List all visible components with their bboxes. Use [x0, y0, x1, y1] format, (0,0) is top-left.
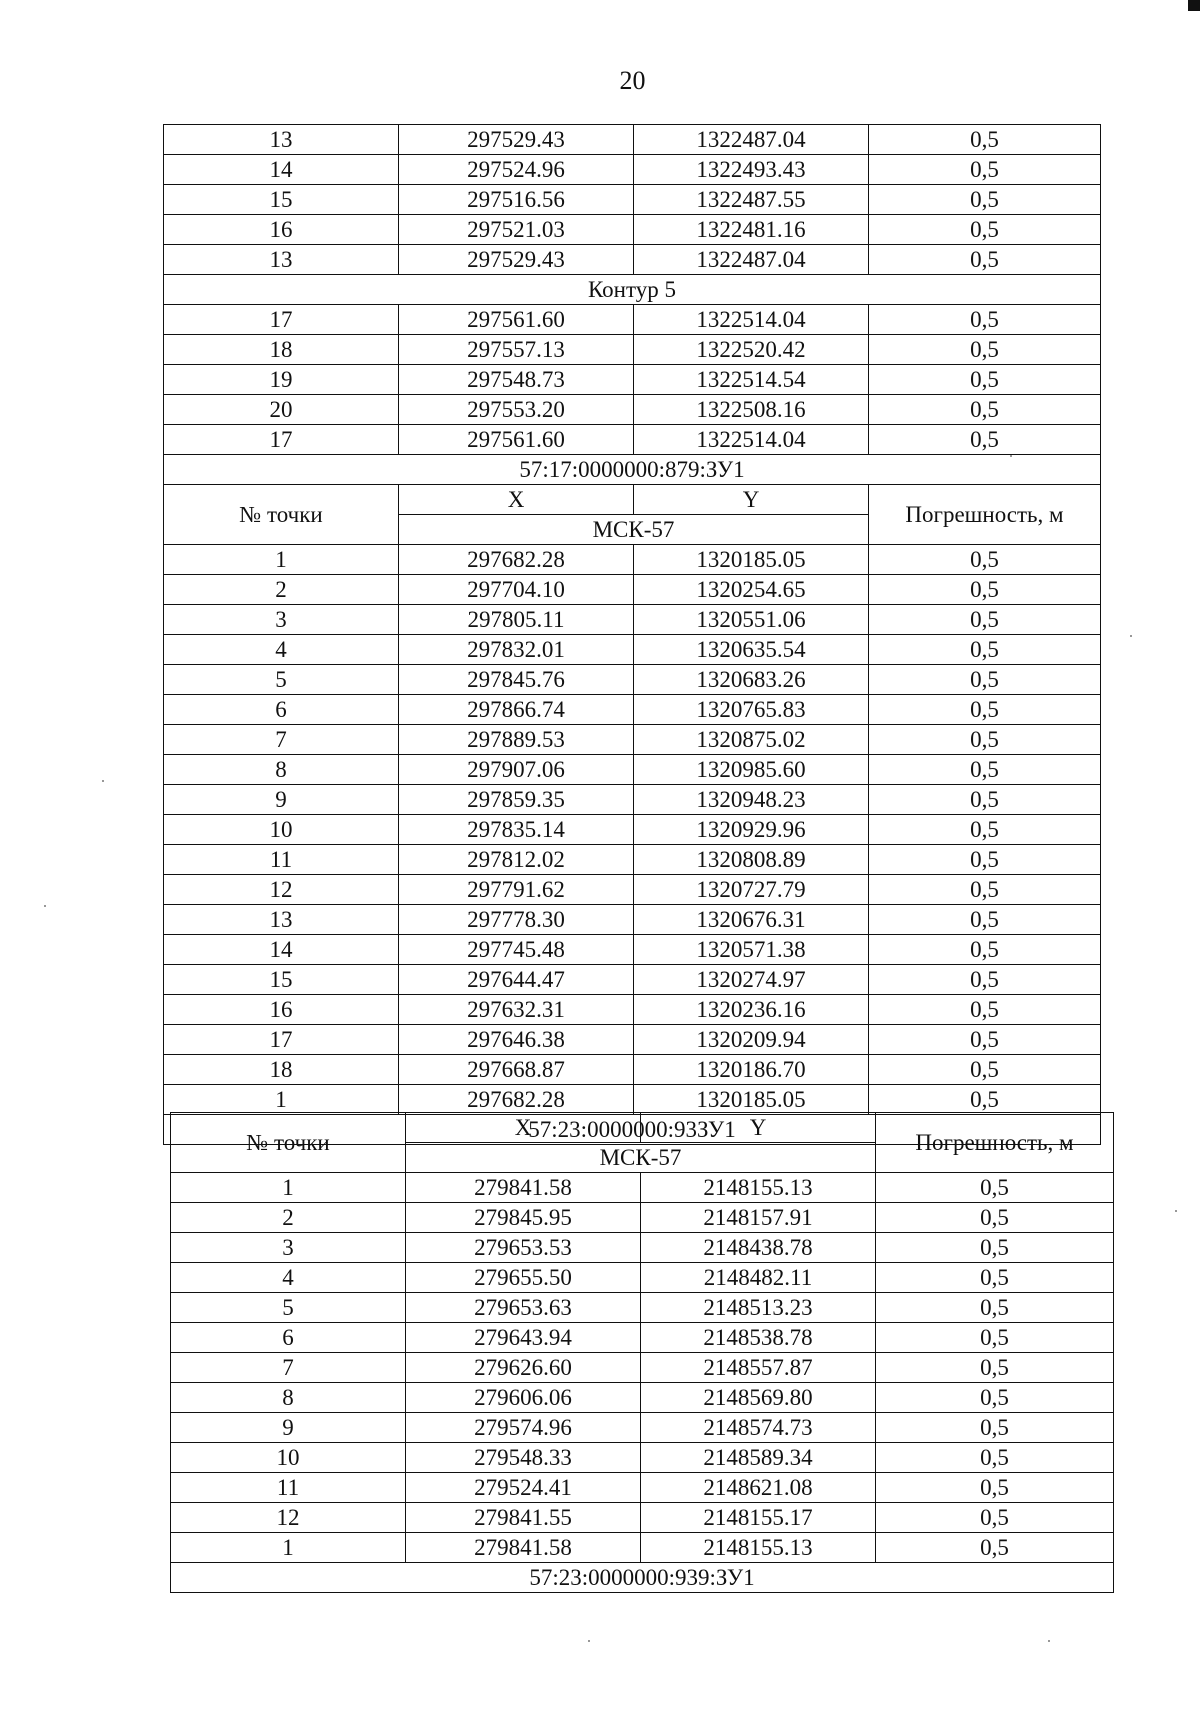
error-cell: 0,5	[869, 875, 1101, 905]
table-row	[164, 905, 1101, 935]
table-row	[164, 395, 1101, 425]
column-header-row	[164, 485, 1101, 515]
x-coordinate-cell: 297889.53	[399, 725, 634, 755]
point-number-cell: 12	[164, 875, 399, 905]
error-cell: 0,5	[869, 845, 1101, 875]
x-coordinate-cell: 279574.96	[406, 1413, 641, 1443]
y-coordinate-cell: 1322487.04	[634, 125, 869, 155]
error-cell: 0,5	[869, 665, 1101, 695]
y-coordinate-cell: 1322514.04	[634, 425, 869, 455]
y-coordinate-cell: 1320185.05	[634, 545, 869, 575]
point-number-cell: 15	[164, 965, 399, 995]
coordinates-table-bottom	[170, 1112, 1114, 1593]
error-cell: 0,5	[876, 1503, 1114, 1533]
error-cell: 0,5	[869, 695, 1101, 725]
table-row	[171, 1413, 1114, 1443]
y-coordinate-cell: 1320948.23	[634, 785, 869, 815]
table-row	[164, 425, 1101, 455]
scan-speck	[102, 780, 104, 782]
y-coordinate-cell: 1322493.43	[634, 155, 869, 185]
table-row	[164, 785, 1101, 815]
point-number-cell: 14	[164, 935, 399, 965]
plot-93-header	[171, 1113, 1114, 1173]
error-cell: 0,5	[869, 365, 1101, 395]
table-row	[164, 935, 1101, 965]
y-coordinate-cell: 1320727.79	[634, 875, 869, 905]
y-coordinate-cell: 1322481.16	[634, 215, 869, 245]
y-coordinate-cell: 2148157.91	[641, 1203, 876, 1233]
x-coordinate-cell: 279841.58	[406, 1173, 641, 1203]
error-cell: 0,5	[876, 1323, 1114, 1353]
table-row	[171, 1473, 1114, 1503]
point-number-cell: 20	[164, 395, 399, 425]
x-coordinate-cell: 297557.13	[399, 335, 634, 365]
x-coordinate-cell: 279524.41	[406, 1473, 641, 1503]
error-cell: 0,5	[869, 1055, 1101, 1085]
y-header: Y	[634, 485, 869, 515]
x-coordinate-cell: 297704.10	[399, 575, 634, 605]
y-coordinate-cell: 2148589.34	[641, 1443, 876, 1473]
scan-speck	[1175, 1210, 1177, 1212]
point-number-cell: 12	[171, 1503, 406, 1533]
point-number-cell: 13	[164, 245, 399, 275]
point-number-cell: 7	[171, 1353, 406, 1383]
y-coordinate-cell: 1320571.38	[634, 935, 869, 965]
x-coordinate-cell: 297646.38	[399, 1025, 634, 1055]
error-cell: 0,5	[869, 125, 1101, 155]
table-row	[164, 245, 1101, 275]
y-coordinate-cell: 2148438.78	[641, 1233, 876, 1263]
x-coordinate-cell: 297866.74	[399, 695, 634, 725]
y-coordinate-cell: 2148155.13	[641, 1173, 876, 1203]
error-cell: 0,5	[869, 1085, 1101, 1115]
error-cell: 0,5	[869, 1025, 1101, 1055]
point-number-cell: 8	[164, 755, 399, 785]
error-cell: 0,5	[876, 1383, 1114, 1413]
error-header: Погрешность, м	[869, 485, 1101, 545]
point-number-cell: 13	[164, 125, 399, 155]
table-row	[164, 1025, 1101, 1055]
point-number-cell: 11	[164, 845, 399, 875]
point-number-cell: 1	[164, 545, 399, 575]
table-row	[171, 1323, 1114, 1353]
point-number-cell: 9	[171, 1413, 406, 1443]
table-row	[164, 1085, 1101, 1115]
x-coordinate-cell: 279606.06	[406, 1383, 641, 1413]
error-cell: 0,5	[869, 395, 1101, 425]
error-cell: 0,5	[869, 425, 1101, 455]
scan-speck	[1048, 1640, 1050, 1642]
continued-contour-rows	[164, 125, 1101, 275]
point-number-header: № точки	[171, 1113, 406, 1173]
y-coordinate-cell: 1320676.31	[634, 905, 869, 935]
x-coordinate-cell: 297529.43	[399, 125, 634, 155]
section-title-row	[164, 455, 1101, 485]
x-coordinate-cell: 297682.28	[399, 545, 634, 575]
point-number-cell: 7	[164, 725, 399, 755]
plot-879-title: 57:17:0000000:879:ЗУ1	[164, 455, 1101, 485]
x-coordinate-cell: 297859.35	[399, 785, 634, 815]
x-coordinate-cell: 297548.73	[399, 365, 634, 395]
y-coordinate-cell: 1320236.16	[634, 995, 869, 1025]
point-number-cell: 3	[171, 1233, 406, 1263]
y-coordinate-cell: 1322508.16	[634, 395, 869, 425]
table-row	[171, 1443, 1114, 1473]
x-header: X	[399, 485, 634, 515]
x-coordinate-cell: 297745.48	[399, 935, 634, 965]
table-row	[171, 1263, 1114, 1293]
point-number-cell: 14	[164, 155, 399, 185]
section-title-row	[164, 275, 1101, 305]
table-row	[164, 665, 1101, 695]
y-coordinate-cell: 2148621.08	[641, 1473, 876, 1503]
error-cell: 0,5	[869, 905, 1101, 935]
point-number-cell: 4	[171, 1263, 406, 1293]
table-row	[164, 305, 1101, 335]
table-row	[171, 1233, 1114, 1263]
error-cell: 0,5	[869, 185, 1101, 215]
y-coordinate-cell: 2148155.17	[641, 1503, 876, 1533]
table-row	[164, 695, 1101, 725]
x-coordinate-cell: 297812.02	[399, 845, 634, 875]
scan-speck	[1130, 635, 1132, 637]
x-coordinate-cell: 297778.30	[399, 905, 634, 935]
x-coordinate-cell: 297521.03	[399, 215, 634, 245]
error-cell: 0,5	[869, 935, 1101, 965]
point-number-cell: 10	[171, 1443, 406, 1473]
table-row	[164, 575, 1101, 605]
page-number: 20	[619, 66, 646, 95]
x-header: X	[406, 1113, 641, 1143]
table-row	[171, 1203, 1114, 1233]
x-coordinate-cell: 297553.20	[399, 395, 634, 425]
y-coordinate-cell: 1320274.97	[634, 965, 869, 995]
error-cell: 0,5	[869, 785, 1101, 815]
point-number-header: № точки	[164, 485, 399, 545]
point-number-cell: 1	[171, 1533, 406, 1563]
point-number-cell: 11	[171, 1473, 406, 1503]
y-coordinate-cell: 1320186.70	[634, 1055, 869, 1085]
plot-879-rows	[164, 545, 1101, 1115]
x-coordinate-cell: 297835.14	[399, 815, 634, 845]
table-row	[164, 215, 1101, 245]
point-number-cell: 4	[164, 635, 399, 665]
table-row	[164, 635, 1101, 665]
table-row	[171, 1293, 1114, 1323]
y-coordinate-cell: 1320635.54	[634, 635, 869, 665]
table-row	[171, 1353, 1114, 1383]
error-cell: 0,5	[876, 1263, 1114, 1293]
coordinates-table-top	[163, 124, 1101, 1145]
x-coordinate-cell: 279626.60	[406, 1353, 641, 1383]
x-coordinate-cell: 279841.58	[406, 1533, 641, 1563]
x-coordinate-cell: 279548.33	[406, 1443, 641, 1473]
coordinate-system-label: МСК-57	[399, 515, 869, 545]
error-cell: 0,5	[869, 995, 1101, 1025]
error-cell: 0,5	[869, 305, 1101, 335]
y-coordinate-cell: 2148155.13	[641, 1533, 876, 1563]
section-title-row	[171, 1563, 1114, 1593]
point-number-cell: 17	[164, 1025, 399, 1055]
y-coordinate-cell: 2148574.73	[641, 1413, 876, 1443]
plot-939-section	[171, 1563, 1114, 1593]
point-number-cell: 10	[164, 815, 399, 845]
point-number-cell: 3	[164, 605, 399, 635]
y-coordinate-cell: 1322487.04	[634, 245, 869, 275]
table-row	[164, 815, 1101, 845]
y-coordinate-cell: 1322520.42	[634, 335, 869, 365]
table-row	[164, 755, 1101, 785]
y-coordinate-cell: 2148513.23	[641, 1293, 876, 1323]
error-cell: 0,5	[876, 1413, 1114, 1443]
table-row	[164, 185, 1101, 215]
error-cell: 0,5	[869, 605, 1101, 635]
y-coordinate-cell: 1320765.83	[634, 695, 869, 725]
contour-5-rows	[164, 305, 1101, 455]
error-cell: 0,5	[869, 725, 1101, 755]
x-coordinate-cell: 297516.56	[399, 185, 634, 215]
x-coordinate-cell: 297832.01	[399, 635, 634, 665]
y-coordinate-cell: 1320254.65	[634, 575, 869, 605]
error-cell: 0,5	[869, 635, 1101, 665]
x-coordinate-cell: 297561.60	[399, 305, 634, 335]
y-coordinate-cell: 1320185.05	[634, 1085, 869, 1115]
y-coordinate-cell: 1322514.04	[634, 305, 869, 335]
y-header: Y	[641, 1113, 876, 1143]
contour-title: Контур 5	[164, 275, 1101, 305]
point-number-cell: 15	[164, 185, 399, 215]
x-coordinate-cell: 297668.87	[399, 1055, 634, 1085]
point-number-cell: 13	[164, 905, 399, 935]
point-number-cell: 1	[164, 1085, 399, 1115]
y-coordinate-cell: 1320209.94	[634, 1025, 869, 1055]
x-coordinate-cell: 279845.95	[406, 1203, 641, 1233]
point-number-cell: 8	[171, 1383, 406, 1413]
error-cell: 0,5	[869, 155, 1101, 185]
table-row	[164, 965, 1101, 995]
point-number-cell: 18	[164, 1055, 399, 1085]
table-row	[164, 1055, 1101, 1085]
y-coordinate-cell: 1320929.96	[634, 815, 869, 845]
error-cell: 0,5	[876, 1353, 1114, 1383]
error-header: Погрешность, м	[876, 1113, 1114, 1173]
y-coordinate-cell: 1322487.55	[634, 185, 869, 215]
y-coordinate-cell: 1320875.02	[634, 725, 869, 755]
error-cell: 0,5	[869, 335, 1101, 365]
y-coordinate-cell: 1322514.54	[634, 365, 869, 395]
x-coordinate-cell: 279653.53	[406, 1233, 641, 1263]
error-cell: 0,5	[869, 815, 1101, 845]
y-coordinate-cell: 2148538.78	[641, 1323, 876, 1353]
x-coordinate-cell: 279653.63	[406, 1293, 641, 1323]
error-cell: 0,5	[869, 575, 1101, 605]
error-cell: 0,5	[869, 215, 1101, 245]
point-number-cell: 17	[164, 425, 399, 455]
y-coordinate-cell: 2148557.87	[641, 1353, 876, 1383]
y-coordinate-cell: 2148482.11	[641, 1263, 876, 1293]
x-coordinate-cell: 279655.50	[406, 1263, 641, 1293]
error-cell: 0,5	[869, 245, 1101, 275]
point-number-cell: 2	[164, 575, 399, 605]
x-coordinate-cell: 279643.94	[406, 1323, 641, 1353]
table-row	[171, 1533, 1114, 1563]
table-row	[171, 1503, 1114, 1533]
plot-939-title: 57:23:0000000:939:ЗУ1	[171, 1563, 1114, 1593]
x-coordinate-cell: 297632.31	[399, 995, 634, 1025]
point-number-cell: 16	[164, 995, 399, 1025]
x-coordinate-cell: 297907.06	[399, 755, 634, 785]
plot-879-section	[164, 455, 1101, 545]
column-header-row	[171, 1113, 1114, 1143]
table-row	[171, 1173, 1114, 1203]
error-cell: 0,5	[876, 1473, 1114, 1503]
coordinate-system-label: МСК-57	[406, 1143, 876, 1173]
table-row	[164, 155, 1101, 185]
error-cell: 0,5	[869, 755, 1101, 785]
table-row	[164, 725, 1101, 755]
y-coordinate-cell: 2148569.80	[641, 1383, 876, 1413]
x-coordinate-cell: 297529.43	[399, 245, 634, 275]
scan-corner-mark	[1188, 0, 1200, 11]
error-cell: 0,5	[869, 965, 1101, 995]
point-number-cell: 16	[164, 215, 399, 245]
table-row	[171, 1383, 1114, 1413]
plot-93-rows	[171, 1173, 1114, 1563]
error-cell: 0,5	[876, 1173, 1114, 1203]
x-coordinate-cell: 297791.62	[399, 875, 634, 905]
table-row	[164, 335, 1101, 365]
point-number-cell: 1	[171, 1173, 406, 1203]
table-row	[164, 605, 1101, 635]
y-coordinate-cell: 1320683.26	[634, 665, 869, 695]
point-number-cell: 17	[164, 305, 399, 335]
error-cell: 0,5	[869, 545, 1101, 575]
table-row	[164, 995, 1101, 1025]
error-cell: 0,5	[876, 1443, 1114, 1473]
y-coordinate-cell: 1320808.89	[634, 845, 869, 875]
x-coordinate-cell: 297644.47	[399, 965, 634, 995]
x-coordinate-cell: 297561.60	[399, 425, 634, 455]
table-row	[164, 545, 1101, 575]
table-row	[164, 365, 1101, 395]
contour-5-section	[164, 275, 1101, 305]
point-number-cell: 19	[164, 365, 399, 395]
error-cell: 0,5	[876, 1293, 1114, 1323]
y-coordinate-cell: 1320551.06	[634, 605, 869, 635]
point-number-cell: 5	[171, 1293, 406, 1323]
scan-speck	[44, 905, 46, 907]
point-number-cell: 5	[164, 665, 399, 695]
x-coordinate-cell: 297524.96	[399, 155, 634, 185]
x-coordinate-cell: 279841.55	[406, 1503, 641, 1533]
scan-speck	[588, 1640, 590, 1642]
y-coordinate-cell: 1320985.60	[634, 755, 869, 785]
error-cell: 0,5	[876, 1203, 1114, 1233]
error-cell: 0,5	[876, 1533, 1114, 1563]
point-number-cell: 18	[164, 335, 399, 365]
point-number-cell: 2	[171, 1203, 406, 1233]
plot-93-title: 57:23:0000000:93ЗУ1	[164, 1115, 1101, 1145]
table-row	[164, 875, 1101, 905]
x-coordinate-cell: 297682.28	[399, 1085, 634, 1115]
point-number-cell: 6	[164, 695, 399, 725]
error-cell: 0,5	[876, 1233, 1114, 1263]
x-coordinate-cell: 297845.76	[399, 665, 634, 695]
x-coordinate-cell: 297805.11	[399, 605, 634, 635]
table-row	[164, 845, 1101, 875]
point-number-cell: 9	[164, 785, 399, 815]
point-number-cell: 6	[171, 1323, 406, 1353]
table-row	[164, 125, 1101, 155]
